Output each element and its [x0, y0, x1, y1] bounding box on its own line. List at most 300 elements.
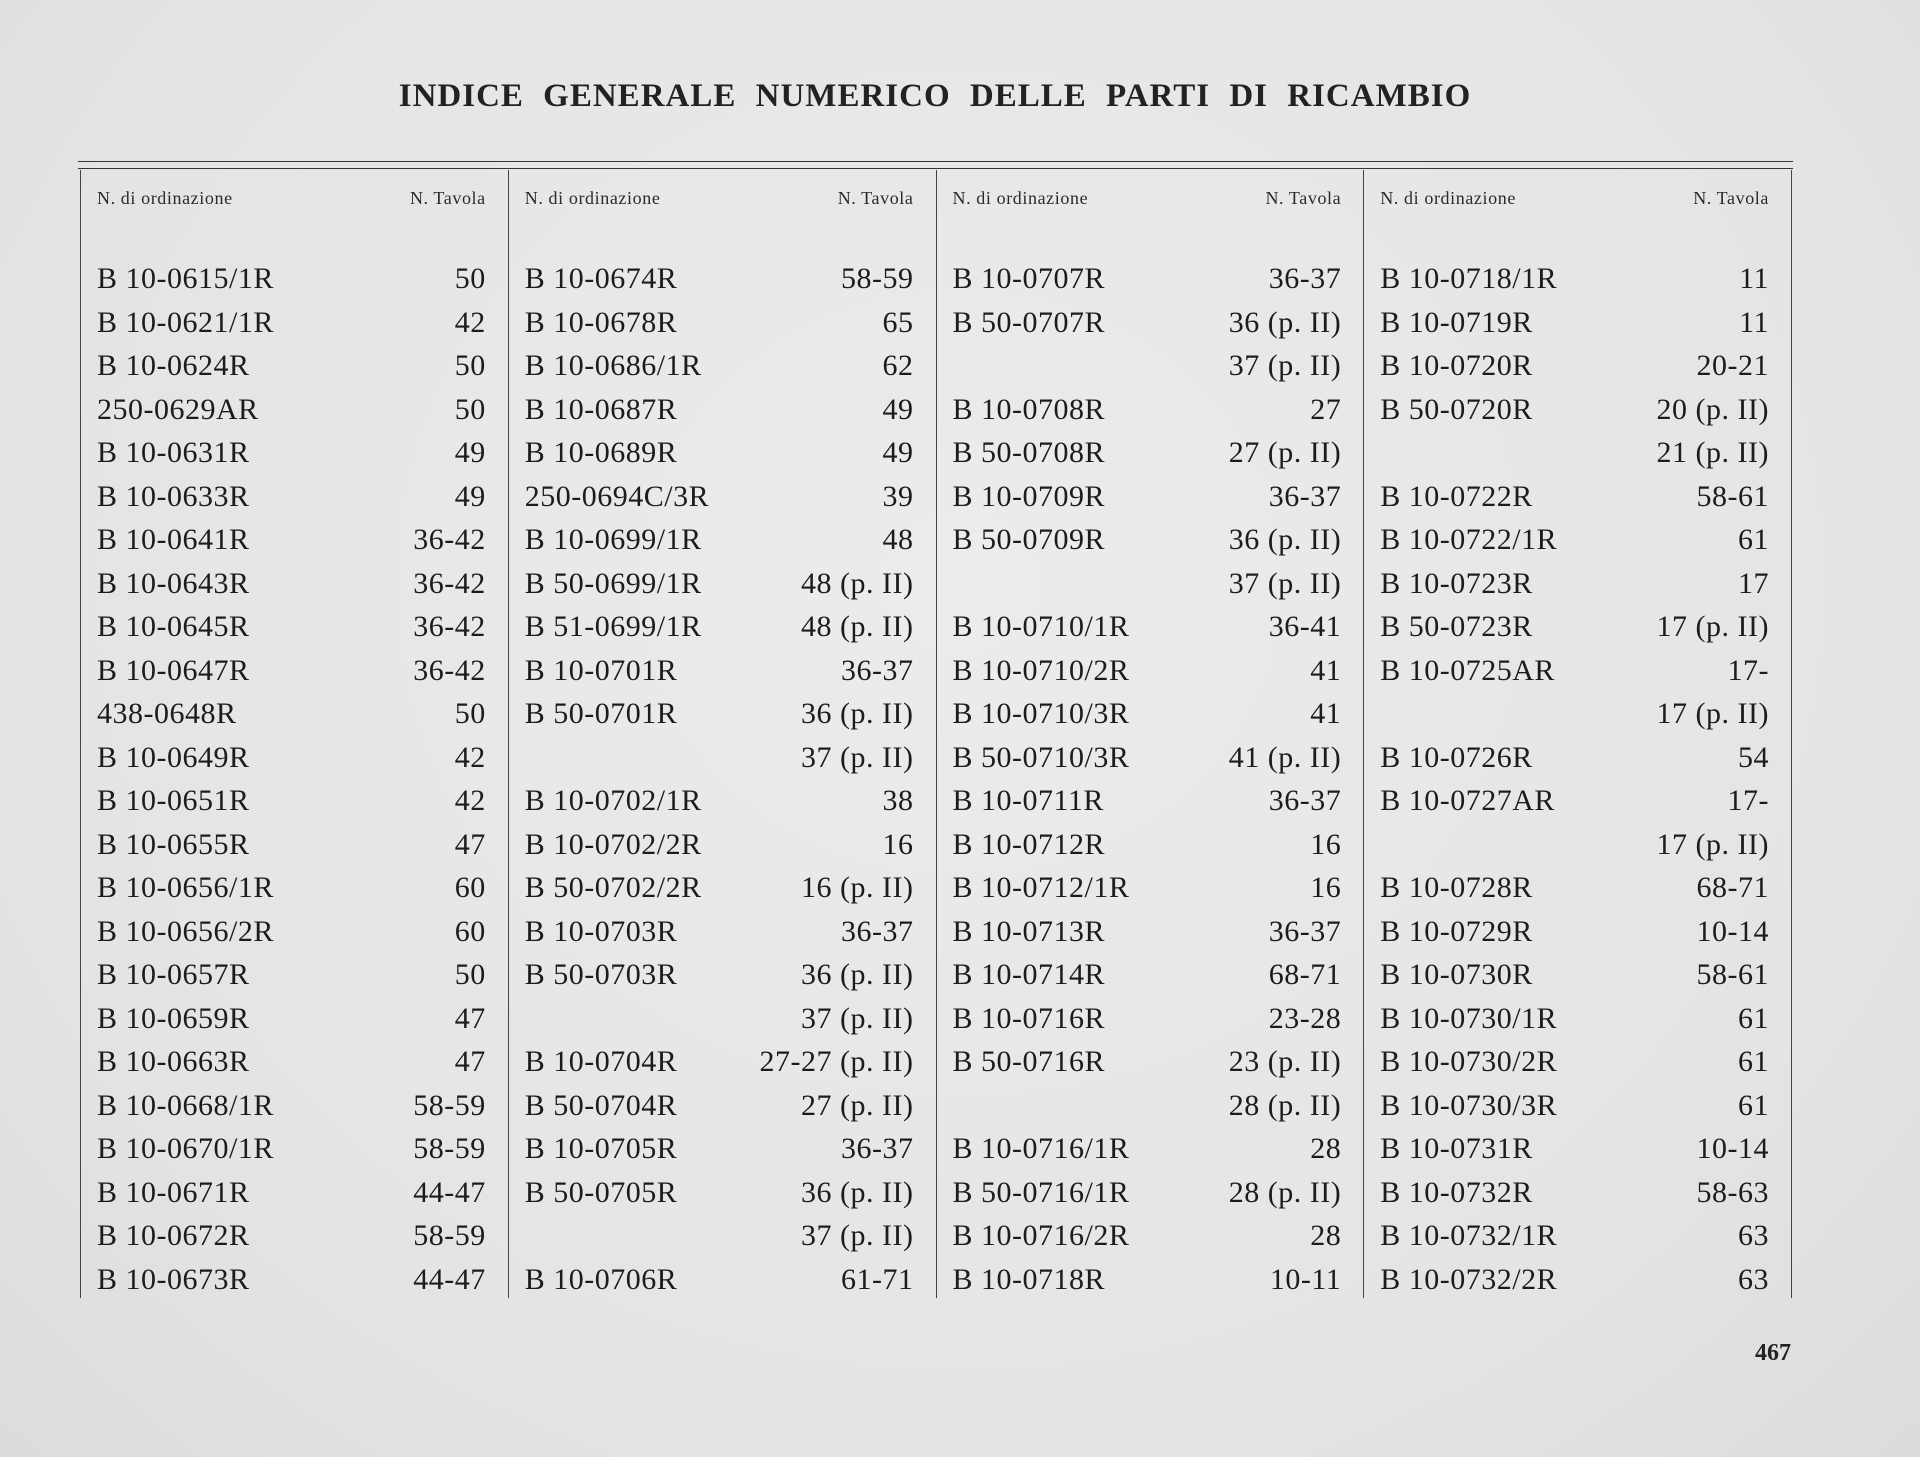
order-number: B 50-0709R [952, 523, 1106, 556]
table-row [1380, 610, 1769, 654]
table-number-header: N. Tavola [409, 187, 486, 208]
table-number: 65 [882, 305, 914, 339]
order-number: B 50-0720R [1380, 392, 1533, 426]
order-number: B 10-0668/1R [97, 1088, 274, 1122]
table-number: 42 [454, 784, 486, 817]
table-number: 36-41 [1268, 610, 1342, 643]
table-row [953, 697, 1342, 741]
table-row [953, 654, 1342, 698]
index-column [508, 170, 936, 1298]
table-number: 11 [1739, 262, 1769, 295]
header-rule-bottom [78, 168, 1793, 169]
order-number: B 10-0633R [97, 479, 250, 513]
table-row [97, 1002, 486, 1046]
table-number: 36-37 [841, 914, 914, 948]
table-number: 38 [882, 784, 914, 817]
table-row [1380, 480, 1769, 524]
order-number: B 10-0672R [97, 1219, 250, 1252]
table-row [953, 610, 1342, 654]
row-list [525, 262, 914, 1306]
order-number: B 10-0687R [524, 392, 678, 426]
order-number: B 10-0631R [97, 436, 250, 469]
table-number: 10-14 [1696, 914, 1769, 948]
table-row [953, 1176, 1342, 1220]
table-number: 54 [1738, 740, 1769, 774]
table-number: 36-42 [413, 566, 486, 600]
order-number: B 50-0716/1R [952, 1175, 1130, 1209]
order-number: B 50-0707R [952, 305, 1106, 339]
table-row [1380, 654, 1769, 698]
table-row [97, 828, 486, 872]
table-row [97, 436, 486, 480]
table-number: 47 [454, 827, 486, 861]
order-number: B 10-0704R [524, 1045, 678, 1078]
table-row [525, 436, 914, 480]
table-row [525, 1002, 914, 1046]
table-row [97, 1219, 486, 1263]
table-number: 49 [454, 479, 486, 513]
table-number: 61-71 [841, 1262, 914, 1296]
table-number: 37 (p. II) [801, 1219, 914, 1252]
order-number: B 10-0707R [952, 262, 1106, 295]
table-row [97, 1045, 486, 1089]
order-number: B 10-0730/1R [1380, 1001, 1558, 1035]
order-number: B 10-0731R [1380, 1132, 1533, 1165]
order-number: B 10-0732R [1380, 1175, 1533, 1209]
order-number: B 10-0699/1R [524, 523, 702, 556]
order-number: B 10-0674R [524, 262, 678, 295]
table-number: 50 [454, 349, 486, 382]
table-number: 58-61 [1696, 479, 1769, 513]
table-row [97, 610, 486, 654]
order-number: B 10-0621/1R [97, 305, 274, 339]
order-number: B 10-0728R [1380, 871, 1533, 904]
table-number: 16 (p. II) [801, 871, 914, 904]
table-number: 47 [454, 1045, 486, 1078]
order-number: B 10-0709R [952, 479, 1106, 513]
order-number: B 10-0714R [952, 958, 1106, 991]
table-row [97, 1132, 486, 1176]
table-number: 36 (p. II) [801, 697, 914, 730]
table-row [97, 1263, 486, 1307]
table-number: 36 (p. II) [801, 1175, 914, 1209]
order-number: B 10-0710/3R [952, 697, 1130, 730]
table-row [525, 1132, 914, 1176]
order-number: B 10-0657R [97, 958, 250, 991]
table-row [1380, 567, 1769, 611]
table-row [1380, 523, 1769, 567]
order-number: B 10-0710/1R [952, 610, 1130, 643]
order-number: B 10-0712/1R [952, 871, 1130, 904]
order-number: B 10-0656/1R [97, 871, 274, 904]
table-number: 36 (p. II) [1228, 305, 1342, 339]
table-row [97, 349, 486, 393]
table-row [525, 306, 914, 350]
table-number: 36-37 [841, 653, 914, 687]
table-row [525, 828, 914, 872]
table-row [97, 306, 486, 350]
table-number: 17- [1727, 653, 1769, 687]
table-number: 50 [454, 262, 486, 295]
table-number: 60 [454, 871, 486, 904]
table-number: 62 [882, 349, 914, 382]
table-row [1380, 306, 1769, 350]
table-row [525, 1176, 914, 1220]
table-row [97, 1176, 486, 1220]
table-number: 58-59 [841, 262, 914, 295]
order-number: B 50-0710/3R [952, 740, 1130, 774]
table-number: 44-47 [413, 1262, 486, 1296]
table-number: 50 [454, 958, 486, 991]
order-number: B 10-0703R [524, 914, 678, 948]
table-row [97, 393, 486, 437]
table-number: 17- [1727, 784, 1769, 817]
table-row [953, 1045, 1342, 1089]
order-number: B 50-0703R [524, 958, 678, 991]
order-number: B 10-0712R [952, 827, 1106, 861]
order-number: B 10-0689R [524, 436, 678, 469]
table-row [97, 654, 486, 698]
table-number: 58-59 [413, 1088, 486, 1122]
table-row [953, 784, 1342, 828]
order-number: B 10-0645R [97, 610, 250, 643]
row-list [1380, 262, 1769, 1306]
order-number: B 10-0732/1R [1380, 1219, 1558, 1252]
table-number: 10-14 [1696, 1132, 1769, 1165]
order-number: B 10-0725AR [1380, 653, 1555, 687]
table-number: 28 [1310, 1132, 1342, 1165]
table-row [953, 393, 1342, 437]
table-row [97, 480, 486, 524]
table-number: 61 [1738, 1045, 1769, 1078]
column-header [953, 170, 1342, 226]
table-number: 68-71 [1268, 958, 1342, 991]
table-row [1380, 1089, 1769, 1133]
table-row [525, 480, 914, 524]
table-number: 39 [882, 479, 914, 513]
table-number: 48 [882, 523, 914, 556]
order-number: B 10-0655R [97, 827, 250, 861]
table-number: 60 [454, 914, 486, 948]
table-row [953, 741, 1342, 785]
table-row [1380, 741, 1769, 785]
column-header [1380, 170, 1769, 226]
table-number: 17 (p. II) [1656, 610, 1769, 643]
order-number: B 10-0708R [952, 392, 1106, 426]
table-number: 21 (p. II) [1656, 436, 1769, 469]
table-row [953, 915, 1342, 959]
order-number: B 10-0716R [952, 1001, 1106, 1035]
table-number: 36-37 [1268, 914, 1342, 948]
row-list [953, 262, 1342, 1306]
table-number: 36 (p. II) [801, 958, 914, 991]
table-row [1380, 784, 1769, 828]
table-row [1380, 393, 1769, 437]
table-row [953, 262, 1342, 306]
table-number-header: N. Tavola [1265, 187, 1342, 208]
table-row [1380, 915, 1769, 959]
order-number: B 50-0723R [1380, 610, 1533, 643]
order-number: B 10-0718/1R [1380, 262, 1558, 295]
table-number: 36-42 [413, 653, 486, 687]
table-row [525, 654, 914, 698]
table-number: 36-37 [841, 1132, 914, 1165]
order-number: B 10-0726R [1380, 740, 1533, 774]
table-number: 49 [882, 436, 914, 469]
table-row [525, 523, 914, 567]
order-number: B 10-0722/1R [1380, 523, 1558, 556]
order-number: B 50-0699/1R [524, 566, 702, 600]
table-row [525, 567, 914, 611]
table-row [525, 958, 914, 1002]
order-number: B 10-0730R [1380, 958, 1533, 991]
table-number: 36 (p. II) [1228, 523, 1342, 556]
order-number: B 10-0716/1R [952, 1132, 1130, 1165]
order-number: B 10-0702/2R [524, 827, 702, 861]
order-number-header: N. di ordinazione [97, 187, 233, 208]
order-number: B 10-0730/3R [1380, 1088, 1558, 1122]
table-row [1380, 1176, 1769, 1220]
page-number: 467 [1755, 1340, 1791, 1366]
table-row [1380, 828, 1769, 872]
table-number: 63 [1738, 1262, 1769, 1296]
order-number: B 10-0718R [952, 1262, 1106, 1296]
table-number: 58-59 [413, 1219, 486, 1252]
table-number: 63 [1738, 1219, 1769, 1252]
order-number: 250-0629AR [97, 392, 259, 426]
table-number: 17 (p. II) [1656, 697, 1769, 730]
order-number: B 10-0732/2R [1380, 1262, 1558, 1296]
table-number: 27-27 (p. II) [759, 1045, 914, 1078]
table-number: 61 [1738, 523, 1769, 556]
table-row [1380, 697, 1769, 741]
table-number: 61 [1738, 1088, 1769, 1122]
table-row [1380, 871, 1769, 915]
table-number: 37 (p. II) [1228, 566, 1342, 600]
table-number: 42 [454, 740, 486, 774]
table-row [953, 480, 1342, 524]
table-number: 49 [454, 436, 486, 469]
table-row [953, 1132, 1342, 1176]
table-number: 41 [1310, 697, 1342, 730]
order-number: B 10-0673R [97, 1262, 250, 1296]
table-row [525, 1089, 914, 1133]
order-number: B 50-0716R [952, 1045, 1106, 1078]
table-row [953, 1219, 1342, 1263]
table-row [97, 741, 486, 785]
column-header [525, 170, 914, 226]
table-row [1380, 436, 1769, 480]
order-number: B 10-0722R [1380, 479, 1533, 513]
table-row [953, 958, 1342, 1002]
table-row [525, 1045, 914, 1089]
order-number: B 10-0716/2R [952, 1219, 1130, 1252]
table-row [97, 1089, 486, 1133]
order-number-header: N. di ordinazione [1380, 187, 1516, 208]
table-row [1380, 958, 1769, 1002]
table-number: 27 (p. II) [1228, 436, 1342, 469]
order-number: B 10-0670/1R [97, 1132, 274, 1165]
table-row [953, 828, 1342, 872]
table-number: 36-37 [1268, 784, 1342, 817]
table-number: 20 (p. II) [1656, 392, 1769, 426]
order-number: B 10-0643R [97, 566, 250, 600]
order-number: B 10-0727AR [1380, 784, 1555, 817]
table-number: 27 [1310, 392, 1342, 426]
table-row [525, 349, 914, 393]
order-number: B 10-0729R [1380, 914, 1533, 948]
table-row [97, 523, 486, 567]
order-number: B 51-0699/1R [524, 610, 702, 643]
table-row [953, 1263, 1342, 1307]
table-row [97, 958, 486, 1002]
table-number: 36-42 [413, 610, 486, 643]
table-number: 41 [1310, 653, 1342, 687]
table-number-header: N. Tavola [1693, 187, 1769, 208]
index-column [1363, 170, 1792, 1298]
order-number: B 10-0723R [1380, 566, 1533, 600]
table-row [525, 697, 914, 741]
table-row [1380, 1132, 1769, 1176]
table-row [953, 436, 1342, 480]
table-row [1380, 349, 1769, 393]
order-number: B 10-0647R [97, 653, 250, 687]
table-number: 28 (p. II) [1228, 1175, 1342, 1209]
table-number-header: N. Tavola [837, 187, 914, 208]
table-row [1380, 1219, 1769, 1263]
order-number: B 10-0702/1R [524, 784, 702, 817]
table-row [953, 523, 1342, 567]
table-number: 50 [454, 697, 486, 730]
table-number: 17 (p. II) [1656, 827, 1769, 861]
order-number: B 10-0656/2R [97, 914, 274, 948]
table-number: 49 [882, 392, 914, 426]
table-number: 17 [1738, 566, 1769, 600]
table-number: 16 [882, 827, 914, 861]
table-number: 44-47 [413, 1175, 486, 1209]
table-row [97, 567, 486, 611]
order-number: B 10-0686/1R [524, 349, 702, 382]
order-number: B 10-0730/2R [1380, 1045, 1558, 1078]
order-number: B 10-0710/2R [952, 653, 1130, 687]
table-number: 41 (p. II) [1228, 740, 1342, 774]
order-number: B 50-0708R [952, 436, 1106, 469]
order-number: B 50-0704R [524, 1088, 678, 1122]
table-number: 20-21 [1696, 349, 1769, 382]
table-row [525, 610, 914, 654]
table-row [953, 306, 1342, 350]
table-row [953, 871, 1342, 915]
index-column [936, 170, 1364, 1298]
order-number: B 10-0641R [97, 523, 250, 556]
table-number: 50 [454, 392, 486, 426]
table-number: 48 (p. II) [801, 566, 914, 600]
table-row [97, 915, 486, 959]
table-row [97, 784, 486, 828]
order-number: B 50-0702/2R [524, 871, 702, 904]
table-number: 11 [1739, 305, 1769, 339]
order-number: B 10-0706R [524, 1262, 678, 1296]
table-row [1380, 1263, 1769, 1307]
table-number: 16 [1310, 871, 1342, 904]
table-number: 48 (p. II) [801, 610, 914, 643]
page-title: INDICE GENERALE NUMERICO DELLE PARTI DI RICAMBIO [398, 78, 1472, 114]
index-column [80, 170, 508, 1298]
table-number: 47 [454, 1001, 486, 1035]
table-number: 36-37 [1268, 262, 1342, 295]
order-number: B 10-0663R [97, 1045, 250, 1078]
table-number: 28 (p. II) [1228, 1088, 1342, 1122]
table-row [525, 741, 914, 785]
table-number: 37 (p. II) [1228, 349, 1342, 382]
order-number: B 10-0649R [97, 740, 250, 774]
row-list [97, 262, 486, 1306]
table-row [525, 915, 914, 959]
header-rule-top [78, 161, 1793, 162]
table-number: 68-71 [1696, 871, 1769, 904]
table-row [525, 262, 914, 306]
order-number: B 10-0678R [524, 305, 678, 339]
order-number: B 10-0713R [952, 914, 1106, 948]
table-row [953, 349, 1342, 393]
table-number: 23-28 [1268, 1001, 1342, 1035]
table-row [1380, 1002, 1769, 1046]
table-number: 27 (p. II) [801, 1088, 914, 1122]
table-number: 36-42 [413, 523, 486, 556]
table-number: 42 [454, 305, 486, 339]
table-number: 16 [1310, 827, 1342, 861]
table-number: 10-11 [1269, 1262, 1342, 1296]
table-number: 58-61 [1696, 958, 1769, 991]
table-number: 36-37 [1268, 479, 1342, 513]
order-number-header: N. di ordinazione [952, 187, 1089, 208]
table-number: 23 (p. II) [1228, 1045, 1342, 1078]
order-number: 438-0648R [97, 697, 237, 730]
order-number: B 10-0705R [524, 1132, 678, 1165]
order-number: B 10-0624R [97, 349, 250, 382]
table-row [953, 1002, 1342, 1046]
table-row [97, 871, 486, 915]
table-row [953, 567, 1342, 611]
table-number: 58-59 [413, 1132, 486, 1165]
order-number-header: N. di ordinazione [524, 187, 661, 208]
table-row [525, 1263, 914, 1307]
table-row [525, 871, 914, 915]
table-number: 28 [1310, 1219, 1342, 1252]
order-number: B 10-0719R [1380, 305, 1533, 339]
table-number: 58-63 [1696, 1175, 1769, 1209]
order-number: B 10-0651R [97, 784, 250, 817]
column-header [97, 170, 486, 226]
table-row [525, 1219, 914, 1263]
table-row [953, 1089, 1342, 1133]
table-row [97, 697, 486, 741]
table-number: 37 (p. II) [801, 1001, 914, 1035]
table-row [525, 393, 914, 437]
order-number: B 10-0615/1R [97, 262, 274, 295]
order-number: B 10-0711R [952, 784, 1104, 817]
order-number: B 10-0720R [1380, 349, 1533, 382]
table-number: 61 [1738, 1001, 1769, 1035]
order-number: B 10-0659R [97, 1001, 250, 1035]
table-row [1380, 262, 1769, 306]
table-row [97, 262, 486, 306]
order-number: B 10-0701R [524, 653, 678, 687]
table-row [1380, 1045, 1769, 1089]
table-number: 37 (p. II) [801, 740, 914, 774]
order-number: B 10-0671R [97, 1175, 250, 1209]
order-number: B 50-0701R [524, 697, 678, 730]
